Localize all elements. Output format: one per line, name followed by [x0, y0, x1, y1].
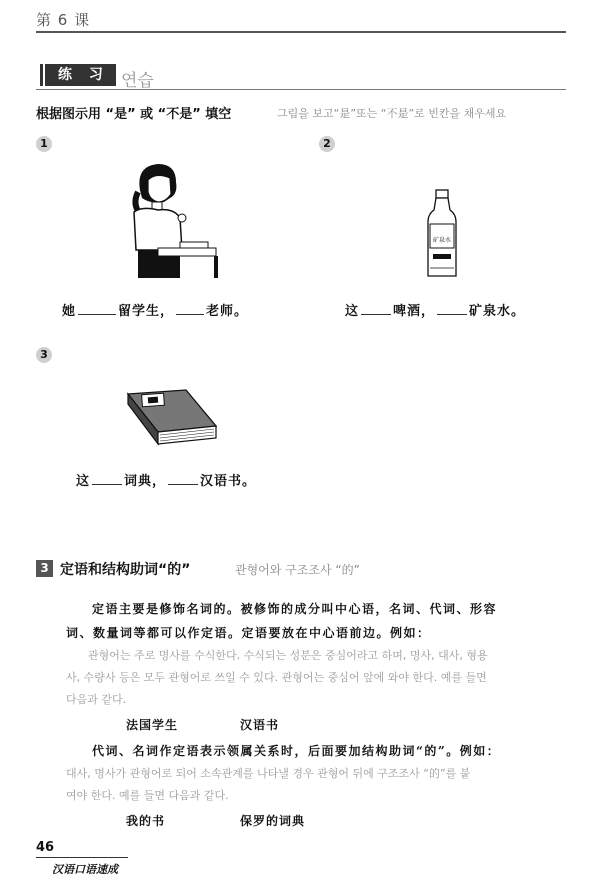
- item-2-blank-1[interactable]: [361, 313, 391, 315]
- example-phrase: 保罗的词典: [240, 814, 306, 828]
- grammar-paragraph-1-korean-line-1: 관형어는 주로 명사를 수식한다. 수식되는 성분은 중심어라고 하며, 명사, 대사, 형용: [88, 649, 488, 662]
- item-3-object-2: 汉语书。: [200, 474, 257, 489]
- exercise-rule: [36, 89, 566, 90]
- footer-rule: [36, 857, 128, 858]
- item-2-sentence: [345, 300, 525, 319]
- example-phrase: 我的书: [126, 814, 166, 828]
- bottle-label-text: 矿泉水: [432, 237, 452, 244]
- grammar-paragraph-1-line-1: 定语主要是修饰名词的。被修饰的成分叫中心语，名词、代词、形容: [92, 602, 498, 616]
- grammar-paragraph-2-korean-line-1: 대사, 명사가 관형어로 되어 소속관계를 나타낼 경우 관형어 뒤에 구조조사 “的”를 붙: [66, 767, 471, 780]
- item-1-sentence: [62, 300, 248, 319]
- item-1-object-1: 留学生，: [118, 304, 175, 319]
- mineral-water-bottle-illustration: [424, 188, 460, 280]
- item-3-sentence: [76, 470, 256, 489]
- item-3-subject: 这: [76, 474, 91, 489]
- grammar-paragraph-1-korean-line-3: 다음과 같다.: [66, 693, 127, 706]
- exercise-title: 练 习: [58, 67, 109, 83]
- exercise-title-korean: 연습: [121, 71, 154, 91]
- book-title: 汉语口语速成: [52, 863, 118, 876]
- item-number-2: 2: [319, 136, 335, 152]
- item-2-object-1: 啤酒，: [393, 304, 436, 319]
- item-1-object-2: 老师。: [206, 304, 249, 319]
- item-3-blank-2[interactable]: [168, 483, 198, 485]
- header-rule: [36, 31, 566, 33]
- item-3-object-1: 词典，: [124, 474, 167, 489]
- item-2-blank-2[interactable]: [437, 313, 467, 315]
- dictionary-illustration: [126, 388, 218, 456]
- item-number-3: 3: [36, 347, 52, 363]
- example-phrase: 法国学生: [126, 718, 179, 732]
- exercise-bar-stripe: [43, 64, 45, 86]
- item-1-blank-2[interactable]: [176, 313, 204, 315]
- item-1-subject: 她: [62, 304, 77, 319]
- grammar-paragraph-2-korean-line-2: 여야 한다. 예를 들면 다음과 같다.: [66, 789, 229, 802]
- item-2-object-2: 矿泉水。: [469, 304, 526, 319]
- example-phrase: 汉语书: [240, 718, 280, 732]
- grammar-paragraph-2: 代词、名词作定语表示领属关系时，后面要加结构助词“的”。例如：: [92, 744, 501, 758]
- section-title-korean: 관형어와 구조조사 “的”: [235, 563, 360, 577]
- item-number-1: 1: [36, 136, 52, 152]
- item-2-subject: 这: [345, 304, 360, 319]
- section-title: 定语和结构助词“的”: [60, 562, 191, 578]
- grammar-paragraph-1-line-2: 词、数量词等都可以作定语。定语要放在中心语前边。例如：: [66, 626, 431, 640]
- teacher-illustration: [118, 158, 218, 280]
- exercise-instruction-korean: 그림을 보고“是”또는 “不是”로 빈칸을 채우세요: [277, 107, 507, 120]
- lesson-header: 第 6 课: [36, 11, 91, 29]
- item-3-blank-1[interactable]: [92, 483, 122, 485]
- item-1-blank-1[interactable]: [78, 313, 116, 315]
- section-number-badge: 3: [36, 560, 53, 577]
- page-number: 46: [36, 840, 55, 855]
- grammar-paragraph-1-korean-line-2: 사, 수량사 등은 모두 관형어로 쓰일 수 있다. 관형어는 중심어 앞에 와야 한다. 예를 들면: [66, 671, 487, 684]
- exercise-instruction: 根据图示用 “是” 或 “不是” 填空: [36, 107, 232, 122]
- exercise-bar-stripe: [36, 64, 40, 86]
